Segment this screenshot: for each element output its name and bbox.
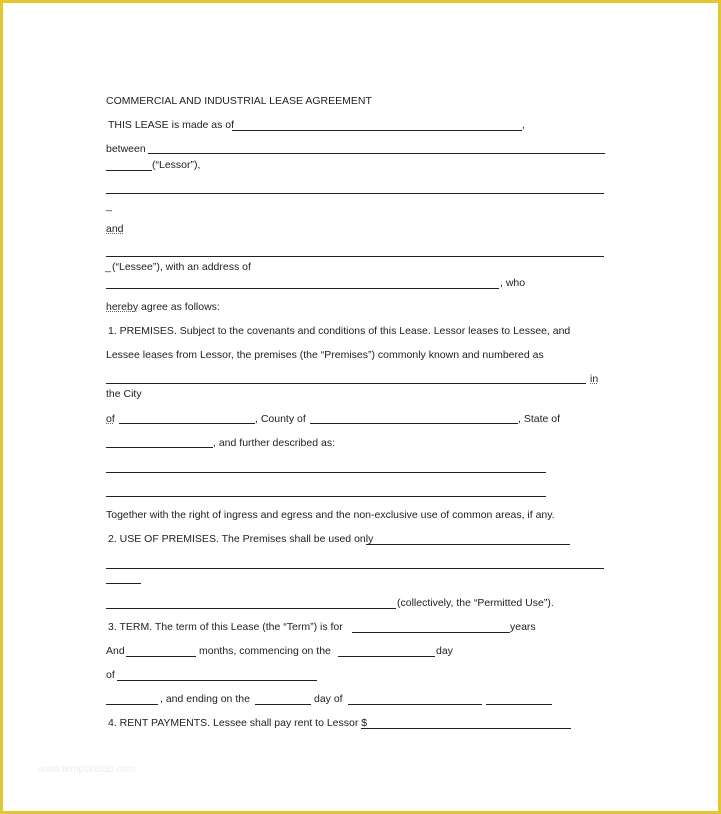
between-label: between	[106, 143, 146, 155]
permitted-use-label: (collectively, the “Permitted Use”).	[397, 597, 554, 609]
lessee-blank[interactable]	[106, 256, 604, 257]
further-described-label: , and further described as:	[213, 437, 335, 449]
premises-clause-1: 1. PREMISES. Subject to the covenants and conditions of this Lease. Lessor leases to Lessee, and	[108, 325, 571, 337]
comma-text: ,	[522, 119, 525, 131]
rent-amount-blank[interactable]	[361, 728, 571, 729]
use-blank-2[interactable]	[106, 568, 604, 569]
years-label: years	[510, 621, 536, 633]
and-label: and	[106, 223, 124, 235]
months-blank[interactable]	[126, 656, 196, 657]
county-label: , County of	[255, 413, 306, 425]
and-months-label: And	[106, 645, 125, 657]
lessor-label: (“Lessor”),	[152, 159, 201, 171]
ending-month-blank[interactable]	[348, 704, 482, 705]
description-blank-2[interactable]	[106, 496, 546, 497]
lessee-label: (“Lessee”), with an address of	[112, 261, 251, 273]
city-blank[interactable]	[119, 423, 255, 424]
state-blank[interactable]	[106, 447, 213, 448]
rent-payments-label: 4. RENT PAYMENTS. Lessee shall pay rent to Lessor $	[108, 717, 368, 729]
premises-clause-2: Lessee leases from Lessor, the premises (the “Premises”) commonly known and numbered as	[106, 349, 544, 361]
ending-day-blank[interactable]	[255, 704, 311, 705]
ending-year-blank[interactable]	[486, 704, 552, 705]
commence-year-blank[interactable]	[106, 704, 158, 705]
between-blank[interactable]	[148, 153, 605, 154]
document-title: COMMERCIAL AND INDUSTRIAL LEASE AGREEMENT	[106, 95, 372, 107]
state-label: , State of	[518, 413, 561, 425]
date-blank[interactable]	[232, 130, 522, 131]
agree-text: agree as follows:	[138, 301, 220, 313]
hereby-text: hereby	[106, 301, 139, 313]
watermark: www.templatelab.com	[38, 764, 136, 775]
commence-day-blank[interactable]	[338, 656, 435, 657]
lessee-prefix: _	[105, 261, 111, 273]
term-years-blank[interactable]	[352, 632, 510, 633]
the-city-label: the City	[106, 388, 142, 400]
of-label: of	[106, 413, 115, 425]
description-blank-1[interactable]	[106, 472, 546, 473]
premises-address-blank[interactable]	[106, 383, 586, 384]
lessee-address-blank[interactable]	[106, 288, 499, 289]
dash-text: _	[106, 200, 112, 212]
county-blank[interactable]	[310, 423, 518, 424]
lessor-blank[interactable]	[106, 170, 152, 171]
day-label: day	[436, 645, 453, 657]
address-blank-1[interactable]	[106, 193, 604, 194]
use-blank[interactable]	[366, 544, 570, 545]
of-month-label: of	[106, 669, 115, 681]
term-label: 3. TERM. The term of this Lease (the “Term”) is for	[108, 621, 343, 633]
permitted-use-blank[interactable]	[106, 608, 396, 609]
commence-month-blank[interactable]	[117, 680, 317, 681]
who-text: , who	[500, 277, 526, 289]
use-of-premises-label: 2. USE OF PREMISES. The Premises shall be used only	[108, 533, 374, 545]
ending-label: , and ending on the	[160, 693, 250, 705]
use-blank-3[interactable]	[106, 583, 141, 584]
together-clause: Together with the right of ingress and egress and the non-exclusive use of common areas, if any.	[106, 509, 555, 521]
months-label: months, commencing on the	[199, 645, 331, 657]
in-text: in	[590, 373, 599, 385]
day-of-label: day of	[314, 693, 343, 705]
made-as-of-label: THIS LEASE is made as of	[108, 119, 235, 131]
